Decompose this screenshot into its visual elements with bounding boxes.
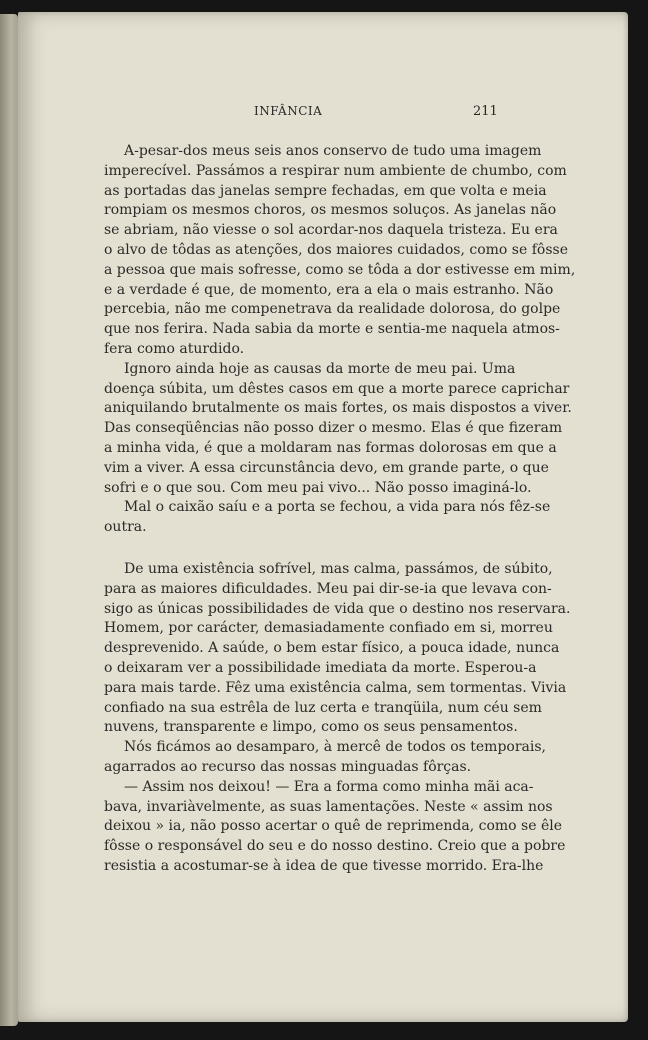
text-line: o deixaram ver a possibilidade imediata da morte. Esperou-a (104, 659, 537, 676)
text-line: Das conseqüências não posso dizer o mesmo. Elas é que fizeram (104, 420, 563, 437)
text-line: a minha vida, é que a moldaram nas formas dolorosas em que a (104, 439, 557, 456)
section-break (104, 538, 496, 560)
text-line: percebia, não me compenetrava da realidade dolorosa, do golpe (104, 301, 561, 318)
text-line: para as maiores dificuldades. Meu pai dir-se-ia que levava con- (104, 580, 552, 597)
text-line: que nos ferira. Nada sabia da morte e sentia-me naquela atmos- (104, 321, 560, 338)
text-line: agarrados ao recurso das nossas minguadas fôrças. (104, 758, 472, 775)
text-line: se abriam, não viesse o sol acordar-nos daquela tristeza. Eu era (104, 222, 558, 239)
text-line: confiado na sua estrêla de luz certa e tranqüila, num céu sem (104, 699, 542, 716)
text-line: Homem, por carácter, demasiadamente confiado em si, morreu (104, 620, 553, 637)
text-line: deixou » ia, não posso acertar o quê de reprimenda, como se êle (104, 818, 562, 835)
text-line: doença súbita, um dêstes casos em que a morte parece caprichar (104, 380, 570, 397)
text-line: aniquilando brutalmente os mais fortes, os mais dispostos a viver. (104, 400, 572, 417)
text-line: e a verdade é que, de momento, era a ela o mais estranho. Não (104, 281, 554, 298)
body-text (104, 142, 576, 877)
text-line: rompiam os mesmos choros, os mesmos soluços. As janelas não (104, 202, 557, 219)
text-line: desprevenido. A saúde, o bem estar físico, a pouca idade, nunca (104, 640, 560, 657)
page-number: 211 (473, 104, 498, 119)
text-line: Ignoro ainda hoje as causas da morte de meu pai. Uma (124, 360, 516, 377)
facing-page-edge (0, 14, 18, 1026)
text-line: sofri e o que sou. Com meu pai vivo... Não posso imaginá-lo. (104, 479, 532, 496)
text-line: para mais tarde. Fêz uma existência calma, sem tormentas. Vivia (104, 679, 567, 696)
text-line: fera como aturdido. (104, 340, 245, 357)
text-line: outra. (104, 519, 147, 536)
text-line: vim a viver. A essa circunstância devo, em grande parte, o que (104, 459, 549, 476)
text-line: — Assim nos deixou! — Era a forma como minha mãi aca- (124, 778, 534, 795)
text-line: imperecível. Passámos a respirar num ambiente de chumbo, com (104, 162, 567, 179)
text-line: fôsse o responsável do seu e do nosso destino. Creio que a pobre (104, 838, 566, 855)
text-line: resistia a acostumar-se à idea de que tivesse morrido. Era-lhe (104, 857, 544, 874)
running-title: INFÂNCIA (254, 104, 323, 118)
text-line: Nós ficámos ao desamparo, à mercê de todos os temporais, (124, 739, 546, 756)
text-line: De uma existência sofrível, mas calma, passámos, de súbito, (124, 560, 553, 577)
text-line: a pessoa que mais sofresse, como se tôda a dor estivesse em mim, (104, 261, 576, 278)
text-line: A-pesar-dos meus seis anos conservo de tudo uma imagem (124, 143, 542, 159)
text-line: bava, invariàvelmente, as suas lamentações. Neste « assim nos (104, 798, 553, 815)
text-line: sigo as únicas possibilidades de vida que o destino nos reservara. (104, 600, 571, 617)
text-line: Mal o caixão saíu e a porta se fechou, a vida para nós fêz-se (124, 499, 551, 516)
text-line: as portadas das janelas sempre fechadas, em que volta e meia (104, 182, 547, 199)
text-line: nuvens, transparente e limpo, como os seus pensamentos. (104, 719, 518, 736)
text-line: o alvo de tôdas as atenções, dos maiores cuidados, como se fôsse (104, 241, 568, 258)
